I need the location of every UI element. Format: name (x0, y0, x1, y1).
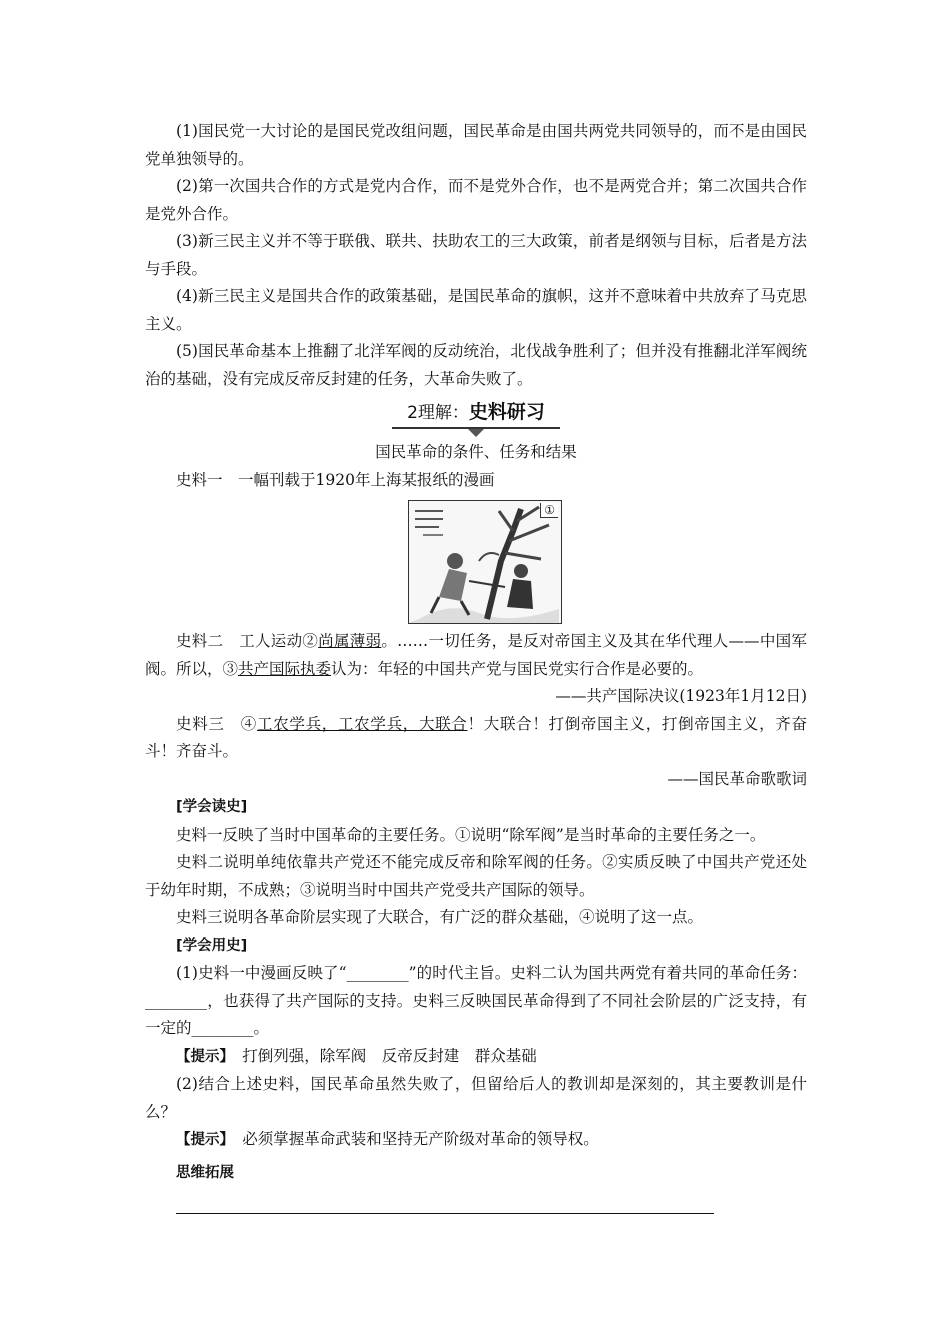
note-5: (5)国民革命基本上推翻了北洋军阀的反动统治，北伐战争胜利了；但并没有推翻北洋军阀统治的基础，没有完成反帝反封建的任务，大革命失败了。 (145, 342, 807, 388)
hint-label-2: 【提示】 (176, 1132, 227, 1148)
source2-citation: ——共产国际决议(1923年1月12日) (555, 687, 807, 705)
think-extend-rule (176, 1213, 714, 1214)
learn-use-heading (145, 932, 807, 961)
learn-read-item-2: 史料二说明单纯依靠共产党还不能完成反帝和除军阀的任务。②实质反映了中国共产党还处于幼年时期，不成熟；③说明当时中国共产党受共产国际的领导。 (145, 853, 807, 899)
source2-text-b: 。……一切任务，是反对帝国主义及其在华代理人——中国军阀。所以，③ (145, 632, 807, 678)
figure-marker: ① (540, 503, 558, 518)
learn-read-heading (145, 793, 807, 822)
question-2: (2)结合上述史料，国民革命虽然失败了，但留给后人的教训却是深刻的，其主要教训是什么？ (145, 1075, 807, 1121)
section-divider (392, 427, 560, 429)
source2-text-c: 认为：年轻的中国共产党与国民党实行合作是必要的。 (331, 659, 704, 678)
source3-label: 史料三 (176, 714, 225, 733)
learn-read-item-3: 史料三说明各革命阶层实现了大联合，有广泛的群众基础，④说明了这一点。 (176, 908, 704, 926)
cartoon-image (408, 500, 562, 624)
source2-label: 史料二 (176, 632, 224, 650)
source1-line (145, 467, 807, 495)
source3-underline: 工农学兵，工农学兵，大联合 (257, 714, 468, 733)
learn-read-item-1: 史料一反映了当时中国革命的主要任务。①说明“除军阀”是当时革命的主要任务之一。 (176, 825, 766, 844)
section-title: 史料研习 (468, 401, 545, 423)
note-1: (1)国民党一大讨论的是国民党改组问题，国民革命是由国共两党共同领导的，而不是由国民党单独领导的。 (145, 122, 807, 168)
learn-read-heading-text: [学会读史] (176, 799, 248, 815)
answer-1 (145, 1043, 807, 1072)
answer-2 (145, 1126, 807, 1155)
cartoon-illustration (409, 501, 561, 623)
page-content (145, 118, 807, 1187)
hint-label-1: 【提示】 (176, 1048, 227, 1065)
section-number: 2 (407, 403, 418, 423)
source1-text: 一幅刊载于1920年上海某报纸的漫画 (238, 470, 495, 489)
section-header (145, 397, 807, 427)
source2-underline-2: 共产国际执委 (238, 659, 332, 678)
answer-1-text: 打倒列强，除军阀 反帝反封建 群众基础 (242, 1046, 537, 1065)
source3-paragraph (145, 711, 807, 766)
note-3: (3)新三民主义并不等于联俄、联共、扶助农工的三大政策，前者是纲领与目标，后者是方法与手段。 (145, 232, 807, 278)
source2-underline-1: 尚属薄弱 (318, 632, 382, 650)
think-extend-text: 思维拓展 (176, 1164, 234, 1181)
source2-paragraph (145, 628, 807, 683)
answer-2-text: 必须掌握革命武装和坚持无产阶级对革命的领导权。 (242, 1130, 599, 1148)
source2-text-a: 工人运动② (239, 632, 319, 650)
question-1: (1)史料一中漫画反映了“________”的时代主旨。史料二认为国共两党有着共同的革命任务：________，也获得了共产国际的支持。史料三反映国民革命得到了不同社会阶层的广泛支持，有一定的________。 (145, 964, 807, 1037)
source3-citation: ——国民革命歌歌词 (667, 769, 807, 788)
source3-text-b: ！大联合！打倒帝国主义，打倒帝国主义，齐奋斗！齐奋斗。 (145, 714, 807, 760)
note-2: (2)第一次国共合作的方式是党内合作，而不是党外合作，也不是两党合并；第二次国共合作是党外合作。 (145, 177, 807, 223)
source3-text-a: ④ (240, 714, 257, 733)
note-4: (4)新三民主义是国共合作的政策基础，是国民革命的旗帜，这并不意味着中共放弃了马克思主义。 (145, 287, 807, 333)
section-arrow-icon (468, 429, 484, 437)
source1-label: 史料一 (176, 470, 223, 489)
think-extend-heading (145, 1159, 807, 1188)
section-label: 理解： (417, 403, 469, 423)
learn-use-heading-text: [学会用史] (176, 937, 248, 954)
topic-title: 国民革命的条件、任务和结果 (375, 443, 577, 461)
